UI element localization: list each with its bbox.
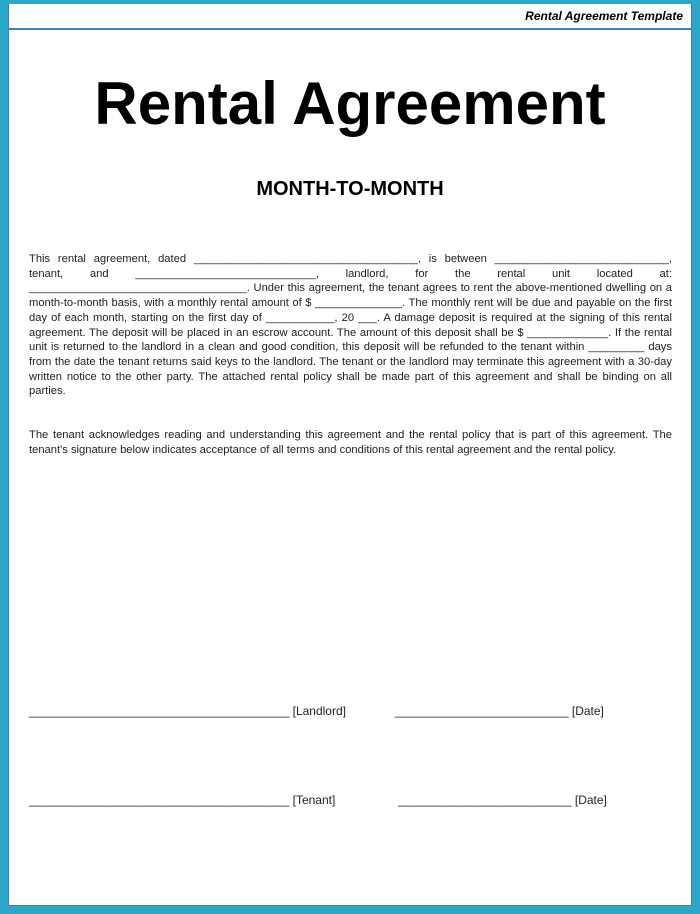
- agreement-paragraph-1: This rental agreement, dated ____________________________________, is between ____________________________, tenant, and _____________________________, landlord, for the rental unit located at: ___________________________________. Under this agreement, the tenant agrees to rent the above-mentioned dwelling on a month-to-month basis, with a monthly rental amount of $ ______________. The monthly rent will be due and payable on the first day of each month, starting on the first day of ___________, 20 ___. A damage deposit is required at the signing of this rental agreement. The deposit will be placed in an escrow account. The amount of this deposit shall be $ _____________. If the rental unit is returned to the landlord in a clean and good condition, this deposit will be refunded to the tenant within _________ days from the date the tenant returns said keys to the landlord. The tenant or the landlord may terminate this agreement with a 30-day written notice to the other party. The attached rental policy shall be made part of this agreement and shall be binding on all parties.: [29, 253, 672, 398]
- document-subtitle: MONTH-TO-MONTH: [256, 178, 444, 200]
- header-label: Rental Agreement Template: [525, 9, 683, 23]
- landlord-date-line: __________________________ [Date]: [395, 704, 604, 718]
- agreement-paragraph-2: The tenant acknowledges reading and understanding this agreement and the rental policy that is part of this agreement. The tenant's signature below indicates acceptance of all terms and conditions of this rental agreement and the rental policy.: [29, 429, 672, 456]
- document-title: Rental Agreement: [94, 70, 606, 137]
- landlord-signature-line: _______________________________________ [Landlord]: [29, 704, 346, 718]
- tenant-date-line: __________________________ [Date]: [398, 793, 607, 807]
- document-page: [8, 4, 692, 906]
- tenant-signature-line: _______________________________________ [Tenant]: [29, 793, 336, 807]
- header-rule: [9, 28, 691, 30]
